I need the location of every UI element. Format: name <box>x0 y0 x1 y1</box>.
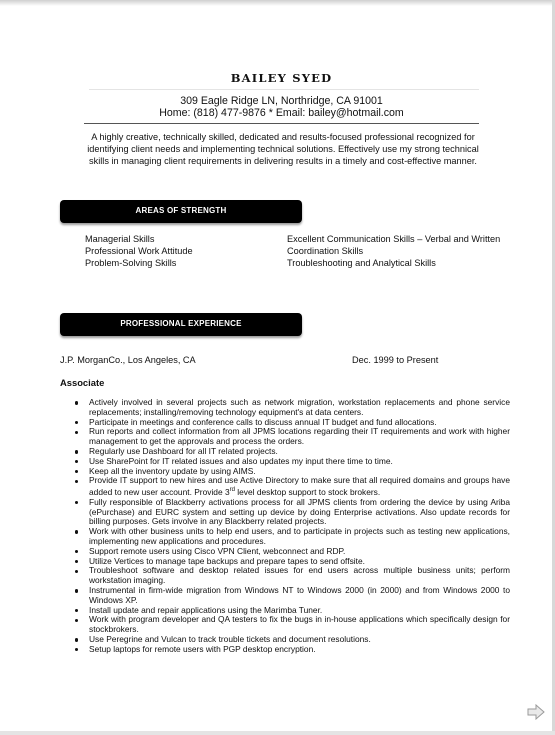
summary-paragraph: A highly creative, technically skilled, dedicated and results-focused professional recognized for identifying client needs and implementing technical solutions. Effectively use my strong technical skills in managing client requirements in delivering results in a timely and cost-effective manner. <box>87 132 479 166</box>
list-item: Use SharePoint for IT related issues and also updates my input there time to time. <box>89 457 510 467</box>
strength-item: Managerial Skills <box>85 234 155 244</box>
list-item: Run reports and collect information from all JPMS locations regarding their IT requirements and work with higher management to get the approvals and process the orders. <box>89 426 510 447</box>
list-item: Support remote users using Cisco VPN Client, webconnect and RDP. <box>89 547 510 557</box>
strengths-section-header <box>60 200 302 223</box>
list-item: Participate in meetings and conference calls to discuss annual IT budget and fund allocations. <box>89 418 510 428</box>
list-item: Actively involved in several projects such as network migration, workstation replacements and phone service replacements; installing/removing technology equipment's at data centers. <box>89 397 510 417</box>
list-item: Keep all the inventory update by using AIMS. <box>89 467 510 477</box>
experience-section-header <box>60 313 302 336</box>
list-item: Use Peregrine and Vulcan to track trouble tickets and document resolutions. <box>89 635 510 645</box>
list-item: Utilize Vertices to manage tape backups and prepare tapes to send offsite. <box>89 557 510 567</box>
strength-item: Troubleshooting and Analytical Skills <box>287 258 436 268</box>
list-item: Provide IT support to new hires and use Active Directory to make sure that all required domains and groups have added to new user account. Provide 3rd level desktop support to stock brokers. <box>89 475 510 497</box>
contact-divider <box>84 123 479 124</box>
duties-list <box>60 398 510 655</box>
strength-item: Coordination Skills <box>287 246 364 256</box>
contact-line: Home: (818) 477-9876 * Email: bailey@hotmail.com <box>159 107 404 119</box>
employer-location: , Los Angeles, CA <box>122 355 196 365</box>
list-item: Fully responsible of Blackberry activations process for all JPMS clients from ordering the device by using Ariba (ePurchase) and EURC system and setting up device by doing Enterprise activations. Also update records for billing purposes. Gets involve in any Blackberry related projects. <box>89 496 510 527</box>
strength-item: Problem-Solving Skills <box>85 258 177 268</box>
list-item: Troubleshoot software and desktop related issues for end users across multiple business units; perform workstation imaging. <box>89 565 510 586</box>
list-item: Install update and repair applications using the Marimba Tuner. <box>89 606 510 616</box>
viewer-bottom-edge <box>0 731 555 735</box>
candidate-name: BAILEY SYED <box>230 71 333 85</box>
job-title: Associate <box>60 377 105 388</box>
list-item: Work with program developer and QA testers to fix the bugs in in-house applications which specifically design for stockbrokers. <box>89 614 510 635</box>
viewer-top-shadow <box>0 0 555 6</box>
strengths-section-title: AREAS OF STRENGTH <box>135 206 227 215</box>
name-divider <box>89 89 479 90</box>
list-item: Instrumental in firm-wide migration from Windows NT to Windows 2000 (in 2000) and from Windows 2000 to Windows XP. <box>89 584 510 605</box>
list-item: Work with other business units to help end users, and to participate in projects such as testing new applications, implementing new applications and procedures. <box>89 526 510 546</box>
employer-name: J.P. MorganCo. <box>60 355 123 365</box>
employer-line <box>60 355 196 365</box>
strength-item: Excellent Communication Skills – Verbal and Written <box>287 234 501 244</box>
list-item: Setup laptops for remote users with PGP desktop encryption. <box>89 645 510 655</box>
experience-section-title: PROFESSIONAL EXPERIENCE <box>120 319 242 328</box>
next-page-arrow-icon[interactable] <box>527 704 545 720</box>
strength-item: Professional Work Attitude <box>85 246 193 256</box>
employment-dates: Dec. 1999 to Present <box>352 355 439 365</box>
address-line: 309 Eagle Ridge LN, Northridge, CA 91001 <box>180 95 383 107</box>
list-item: Regularly use Dashboard for all IT related projects. <box>89 447 510 457</box>
